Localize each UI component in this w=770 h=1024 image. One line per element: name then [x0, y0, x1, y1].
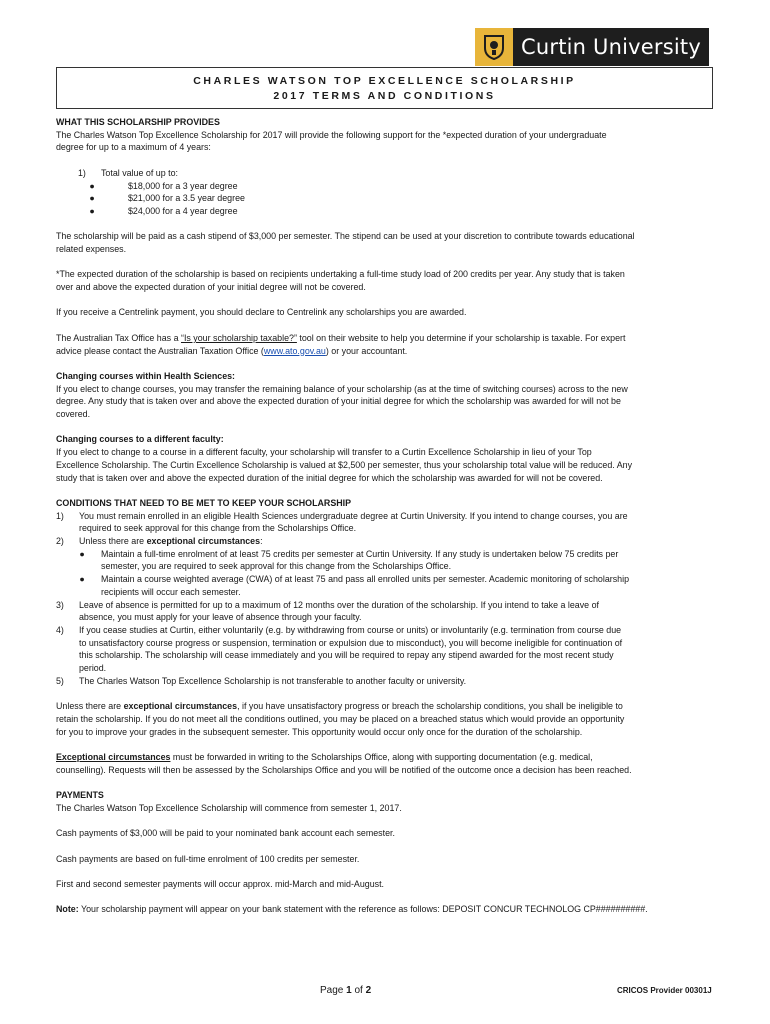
list-item: 3) Leave of absence is permitted for up to a maximum of 12 months over the duration of the scholarship. If you intend to take a leave of absence, you must apply for your leave of absence through your faculty.	[56, 599, 599, 623]
document-title	[56, 67, 713, 109]
document-body	[56, 116, 714, 916]
list-item: ● $18,000 for a 3 year degree	[89, 180, 238, 191]
tax-tool-link[interactable]: “Is your scholarship taxable?”	[180, 332, 297, 343]
changing-faculty-paragraph: If you elect to change to a course in a different faculty, your scholarship will transfer to a Curtin Excellence Scholarship in lieu of your Top Excellence Scholarship. The Curtin Excellence Scholarship is valued at $2,500 per semester, thus your scholarship total value will be reduced. Any study that is taken over and above the expected duration of the initial degree for which the scholarship was awarded for will not be covered.	[56, 447, 633, 483]
changing-faculty-heading: Changing courses to a different faculty:	[56, 434, 224, 445]
list-item: ● $21,000 for a 3.5 year degree	[89, 193, 245, 204]
list-item: 2) Unless there are exceptional circumstances:	[56, 536, 263, 547]
stipend-paragraph: The scholarship will be paid as a cash stipend of $3,000 per semester. The stipend can be used at your discretion to contribute towards educational related expenses.	[56, 231, 635, 254]
changing-hs-heading: Changing courses within Health Sciences:	[56, 370, 236, 381]
exceptional-paragraph: Exceptional circumstances must be forwarded in writing to the Scholarships Office, along with supporting documentation (e.g. medical, counselling). Requests will then be assessed by the Scholarships Office and you will be notified of the outcome once a decision has been reached.	[56, 752, 632, 775]
payments-heading: PAYMENTS	[56, 790, 104, 801]
list-item: 4) If you cease studies at Curtin, either voluntarily (e.g. by withdrawing from course or units) or involuntarily (e.g. termination from course due to unsatisfactory course progress or suspension, termination or expulsion due to misconduct), you will become ineligible for continuation of this scholarship. The scholarship will cease immediately and you will be required to repay any stipend awarded for the most recent study period.	[56, 625, 623, 674]
cricos-provider: CRICOS Provider 00301J	[617, 986, 712, 995]
list-item: 1) Total value of up to:	[78, 167, 178, 178]
curtin-crest-icon	[475, 28, 513, 66]
list-item: ● $24,000 for a 4 year degree	[89, 205, 238, 216]
list-item: 1) You must remain enrolled in an eligible Health Sciences undergraduate degree at Curtin University. If you intend to change courses, you are required to seek approval for this change from the Scholarships Office.	[56, 510, 628, 534]
payments-line-2: Cash payments of $3,000 will be paid to your nominated bank account each semester.	[56, 828, 395, 839]
payments-line-4: First and second semester payments will occur approx. mid-March and mid-August.	[56, 878, 385, 889]
conditions-heading: CONDITIONS THAT NEED TO BE MET TO KEEP YOUR SCHOLARSHIP	[56, 497, 352, 508]
unless-paragraph: Unless there are exceptional circumstances, if you have unsatisfactory progress or breach the scholarship conditions, you shall be ineligible to retain the scholarship. If you do not meet all the conditions outlined, you may be placed on a breached status which would provide an opportunity for you to improve your grades in the subsequent semester. This opportunity would occur only once for the duration of the scholarship.	[56, 701, 625, 737]
logo-text: Curtin University	[521, 35, 701, 59]
ato-website-link[interactable]: www.ato.gov.au	[263, 345, 326, 356]
provides-intro: The Charles Watson Top Excellence Scholarship for 2017 will provide the following support for the *expected duration of your undergraduate degree for up to a maximum of 4 years:	[56, 129, 607, 153]
provides-heading: WHAT THIS SCHOLARSHIP PROVIDES	[56, 117, 220, 127]
duration-paragraph: *The expected duration of the scholarship is based on recipients undertaking a full-time study load of 200 credits per year. Any study that is taken over and above the expected duration of your initial degree will not be covered.	[56, 269, 625, 293]
centrelink-paragraph: If you receive a Centrelink payment, you should declare to Centrelink any scholarships you are awarded.	[56, 307, 467, 318]
list-item: ● Maintain a full-time enrolment of at least 75 credits per semester at Curtin University. If any study is undertaken below 75 credits per semester, you are required to seek approval for this change from the Scholarships Office.	[79, 548, 619, 572]
list-item: ● Maintain a course weighted average (CWA) of at least 75 and pass all enrolled units per semester. Academic monitoring of scholarship recipients will occur each semester.	[79, 574, 630, 597]
changing-hs-paragraph: If you elect to change courses, you may transfer the remaining balance of your scholarship (as at the time of switching courses) across to the new degree. Any study that is taken over and above the expected duration of your initial degree for which the scholarship was awarded for will not be covered.	[56, 383, 628, 420]
payments-line-1: The Charles Watson Top Excellence Scholarship will commence from semester 1, 2017.	[56, 802, 402, 813]
curtin-logo	[475, 28, 709, 66]
page-number: Page 1 of 2	[320, 985, 372, 996]
payment-note: Note: Your scholarship payment will appear on your bank statement with the reference as follows: DEPOSIT CONCUR TECHNOLOG CP##########.	[56, 904, 648, 915]
list-item: 5) The Charles Watson Top Excellence Scholarship is not transferable to another faculty or university.	[56, 675, 467, 686]
tax-paragraph: The Australian Tax Office has a “Is your scholarship taxable?” tool on their website to help you determine if your scholarship is taxable. For expert advice please contact the Australian Taxation Office (www.ato.gov.au) or your accountant.	[56, 332, 626, 356]
payments-line-3: Cash payments are based on full-time enrolment of 100 credits per semester.	[56, 853, 360, 864]
title-line-2: 2017 TERMS AND CONDITIONS	[273, 90, 496, 102]
title-line-1: CHARLES WATSON TOP EXCELLENCE SCHOLARSHIP	[193, 75, 576, 87]
